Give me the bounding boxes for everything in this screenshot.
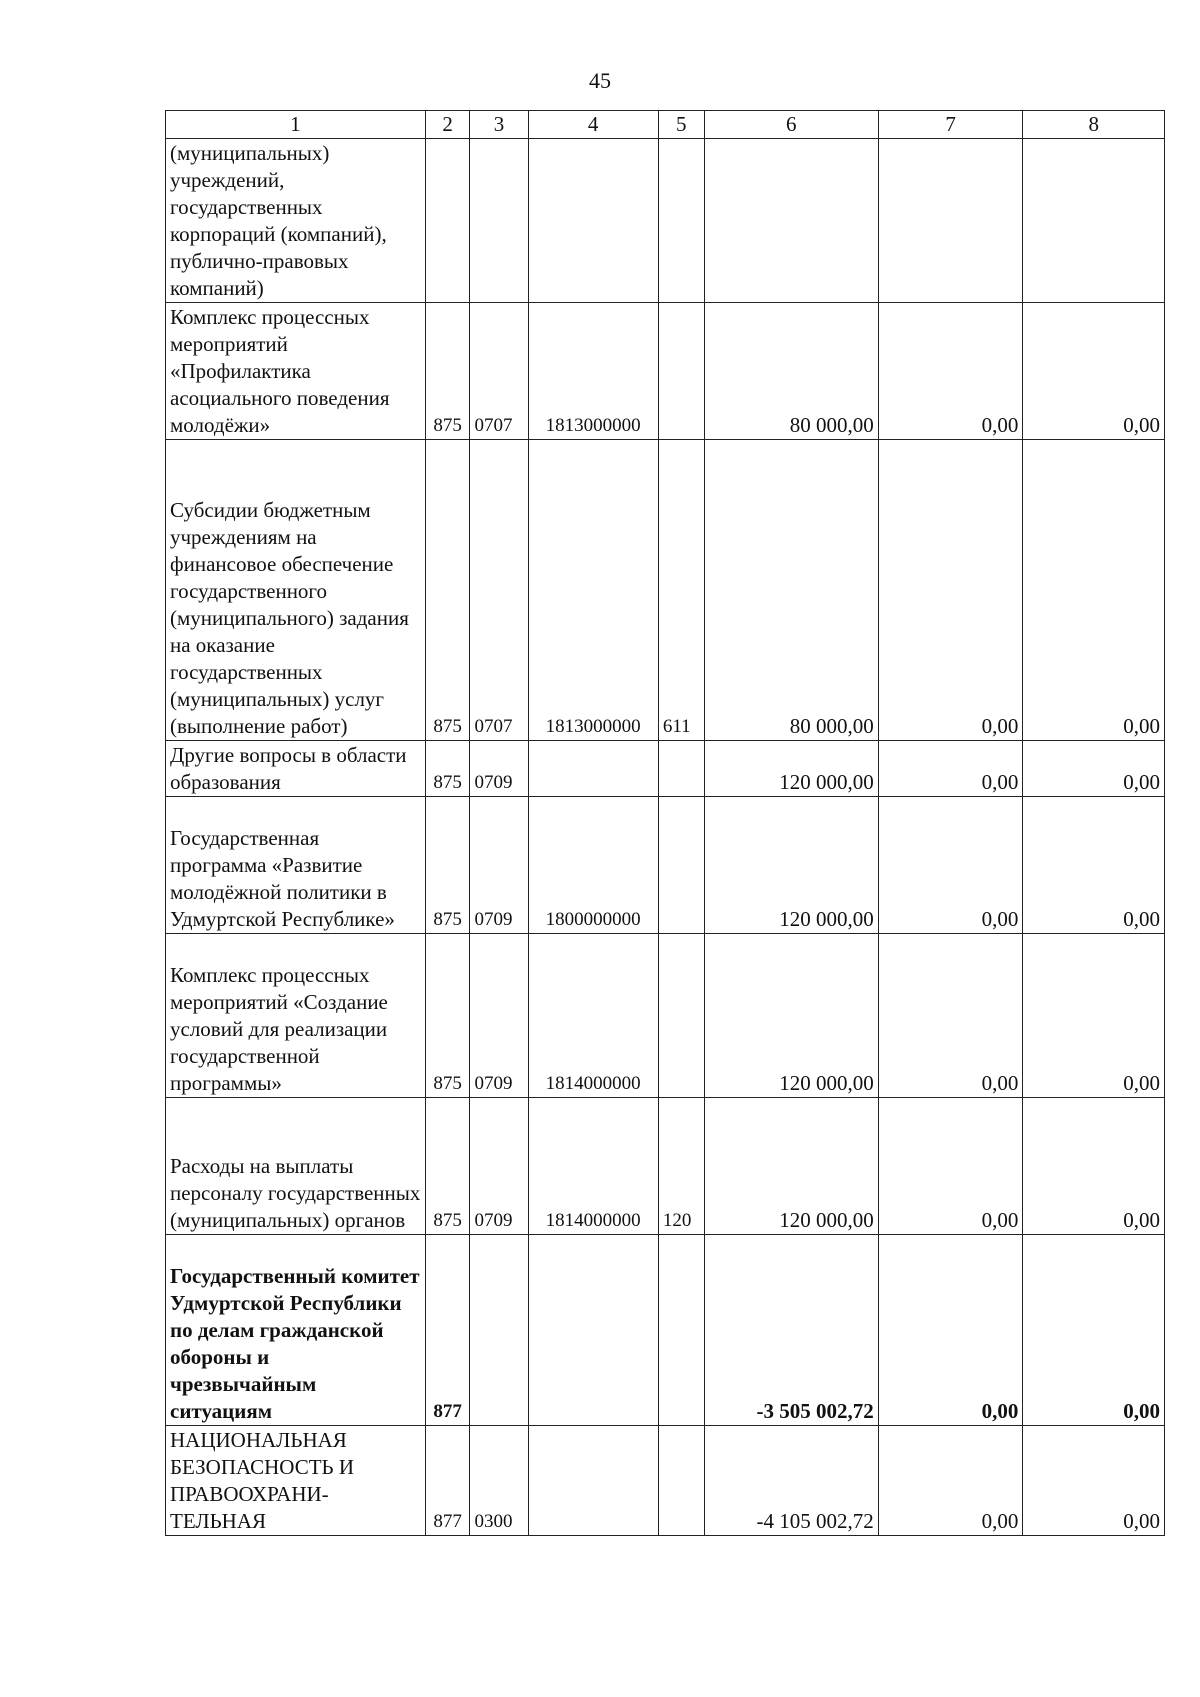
cell-amount-7: 0,00 bbox=[878, 1098, 1023, 1235]
cell-amount-7: 0,00 bbox=[878, 1426, 1023, 1536]
cell-amount-8: 0,00 bbox=[1023, 797, 1165, 934]
cell-section-code: 0709 bbox=[470, 797, 528, 934]
cell-expense-type: 120 bbox=[658, 1098, 704, 1235]
cell-ministry-code: 875 bbox=[425, 741, 470, 797]
cell-amount-6: 80 000,00 bbox=[704, 440, 878, 741]
cell-ministry-code: 877 bbox=[425, 1235, 470, 1426]
page-number: 45 bbox=[589, 68, 611, 93]
cell-target-code: 1813000000 bbox=[528, 440, 658, 741]
table-row bbox=[166, 797, 1165, 934]
cell-expense-type bbox=[658, 139, 704, 303]
cell-expense-type: 611 bbox=[658, 440, 704, 741]
row-name: Комплекс процессных мероприятий «Создание условий для реализации государственной программы» bbox=[166, 934, 426, 1098]
table-row bbox=[166, 934, 1165, 1098]
row-name: Расходы на выплаты персоналу государственных (муниципальных) органов bbox=[166, 1098, 426, 1235]
cell-amount-8: 0,00 bbox=[1023, 303, 1165, 440]
header-row bbox=[166, 111, 1165, 139]
cell-section-code: 0709 bbox=[470, 934, 528, 1098]
cell-amount-7 bbox=[878, 139, 1023, 303]
cell-expense-type bbox=[658, 741, 704, 797]
row-name: Субсидии бюджетным учреждениям на финансовое обеспечение государственного (муниципального) задания на оказание государственных (муниципальных) услуг (выполнение работ) bbox=[166, 440, 426, 741]
cell-amount-7: 0,00 bbox=[878, 797, 1023, 934]
cell-section-code: 0300 bbox=[470, 1426, 528, 1536]
cell-target-code bbox=[528, 1235, 658, 1426]
column-header-4: 4 bbox=[528, 111, 658, 139]
cell-ministry-code: 875 bbox=[425, 797, 470, 934]
cell-amount-7: 0,00 bbox=[878, 741, 1023, 797]
table-row bbox=[166, 303, 1165, 440]
cell-section-code: 0709 bbox=[470, 741, 528, 797]
cell-target-code bbox=[528, 741, 658, 797]
cell-ministry-code: 875 bbox=[425, 303, 470, 440]
cell-amount-8: 0,00 bbox=[1023, 1098, 1165, 1235]
column-header-6: 6 bbox=[704, 111, 878, 139]
table-row bbox=[166, 1098, 1165, 1235]
cell-amount-7: 0,00 bbox=[878, 303, 1023, 440]
budget-table bbox=[165, 110, 1165, 1536]
cell-amount-7: 0,00 bbox=[878, 934, 1023, 1098]
cell-amount-6: 120 000,00 bbox=[704, 934, 878, 1098]
cell-target-code: 1814000000 bbox=[528, 934, 658, 1098]
column-header-3: 3 bbox=[470, 111, 528, 139]
cell-section-code: 0707 bbox=[470, 440, 528, 741]
table-row bbox=[166, 741, 1165, 797]
cell-target-code: 1814000000 bbox=[528, 1098, 658, 1235]
column-header-7: 7 bbox=[878, 111, 1023, 139]
cell-target-code bbox=[528, 139, 658, 303]
table-row bbox=[166, 139, 1165, 303]
cell-expense-type bbox=[658, 797, 704, 934]
cell-ministry-code bbox=[425, 139, 470, 303]
cell-ministry-code: 877 bbox=[425, 1426, 470, 1536]
column-header-2: 2 bbox=[425, 111, 470, 139]
cell-target-code: 1800000000 bbox=[528, 797, 658, 934]
cell-expense-type bbox=[658, 303, 704, 440]
table-row bbox=[166, 1426, 1165, 1536]
column-header-5: 5 bbox=[658, 111, 704, 139]
column-header-8: 8 bbox=[1023, 111, 1165, 139]
cell-amount-6: 120 000,00 bbox=[704, 741, 878, 797]
cell-amount-6: -3 505 002,72 bbox=[704, 1235, 878, 1426]
row-name: Другие вопросы в области образования bbox=[166, 741, 426, 797]
row-name: Комплекс процессных мероприятий «Профилактика асоциального поведения молодёжи» bbox=[166, 303, 426, 440]
cell-amount-7: 0,00 bbox=[878, 440, 1023, 741]
column-header-1: 1 bbox=[166, 111, 426, 139]
cell-expense-type bbox=[658, 1235, 704, 1426]
cell-amount-8: 0,00 bbox=[1023, 1235, 1165, 1426]
cell-ministry-code: 875 bbox=[425, 934, 470, 1098]
cell-target-code: 1813000000 bbox=[528, 303, 658, 440]
cell-expense-type bbox=[658, 1426, 704, 1536]
cell-amount-8: 0,00 bbox=[1023, 1426, 1165, 1536]
table-row bbox=[166, 1235, 1165, 1426]
cell-expense-type bbox=[658, 934, 704, 1098]
row-name: (муниципальных) учреждений, государственных корпораций (компаний), публично-правовых компаний) bbox=[166, 139, 426, 303]
cell-amount-6 bbox=[704, 139, 878, 303]
row-name: Государственный комитет Удмуртской Республики по делам гражданской обороны и чрезвычайным ситуациям bbox=[166, 1235, 426, 1426]
cell-amount-7: 0,00 bbox=[878, 1235, 1023, 1426]
row-name: НАЦИОНАЛЬНАЯ БЕЗОПАСНОСТЬ И ПРАВООХРАНИ-ТЕЛЬНАЯ bbox=[166, 1426, 426, 1536]
cell-section-code bbox=[470, 1235, 528, 1426]
cell-section-code bbox=[470, 139, 528, 303]
cell-ministry-code: 875 bbox=[425, 440, 470, 741]
table-body bbox=[166, 139, 1165, 1536]
cell-section-code: 0709 bbox=[470, 1098, 528, 1235]
cell-amount-8 bbox=[1023, 139, 1165, 303]
cell-target-code bbox=[528, 1426, 658, 1536]
cell-amount-8: 0,00 bbox=[1023, 741, 1165, 797]
cell-ministry-code: 875 bbox=[425, 1098, 470, 1235]
cell-amount-6: 120 000,00 bbox=[704, 1098, 878, 1235]
cell-amount-6: 120 000,00 bbox=[704, 797, 878, 934]
cell-amount-8: 0,00 bbox=[1023, 440, 1165, 741]
cell-amount-6: 80 000,00 bbox=[704, 303, 878, 440]
cell-amount-8: 0,00 bbox=[1023, 934, 1165, 1098]
cell-amount-6: -4 105 002,72 bbox=[704, 1426, 878, 1536]
table-row bbox=[166, 440, 1165, 741]
cell-section-code: 0707 bbox=[470, 303, 528, 440]
row-name: Государственная программа «Развитие молодёжной политики в Удмуртской Республике» bbox=[166, 797, 426, 934]
